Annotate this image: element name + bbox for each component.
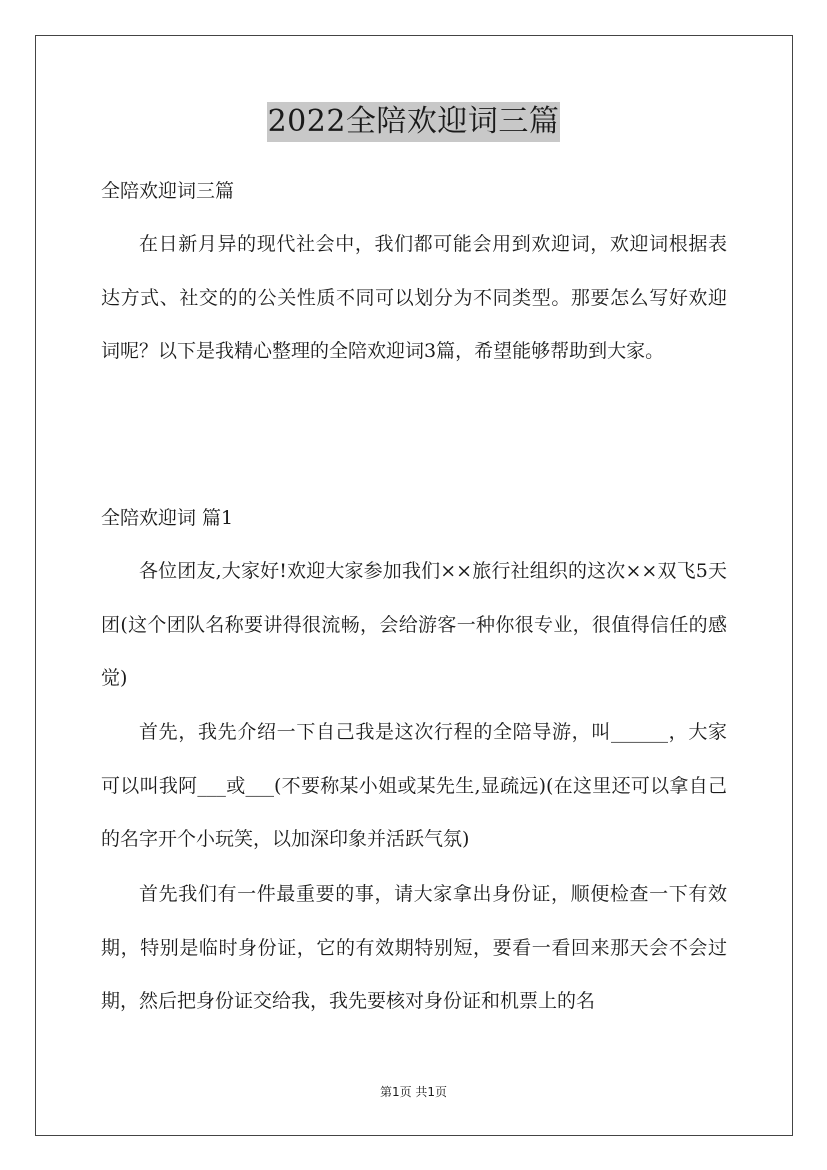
title-container (0, 102, 827, 142)
body-paragraph-1: 各位团友,大家好!欢迎大家参加我们××旅行社组织的这次××双飞5天团(这个团队名称要讲得很流畅，会给游客一种你很专业，很值得信任的感觉) (101, 560, 727, 689)
body-paragraph-3: 首先我们有一件最重要的事，请大家拿出身份证，顺便检查一下有效期，特别是临时身份证，它的有效期特别短，要看一看回来那天会不会过期，然后把身份证交给我，我先要核对身份证和机票上的名 (101, 883, 727, 1012)
document-title: 2022全陪欢迎词三篇 (267, 102, 561, 142)
body-paragraph-2: 首先，我先介绍一下自己我是这次行程的全陪导游，叫______，大家可以叫我阿___或___(不要称某小姐或某先生,显疏远)(在这里还可以拿自己的名字开个小玩笑，以加深印象并活跃气氛) (101, 721, 727, 850)
document-subtitle: 全陪欢迎词三篇 (101, 180, 235, 202)
intro-paragraph: 在日新月异的现代社会中，我们都可能会用到欢迎词，欢迎词根据表达方式、社交的的公关性质不同可以划分为不同类型。那要怎么写好欢迎词呢？以下是我精心整理的全陪欢迎词3篇，希望能够帮助到大家。 (101, 233, 727, 362)
page-footer: 第1页 共1页 (379, 1085, 448, 1099)
section-heading: 全陪欢迎词 篇1 (101, 507, 234, 529)
